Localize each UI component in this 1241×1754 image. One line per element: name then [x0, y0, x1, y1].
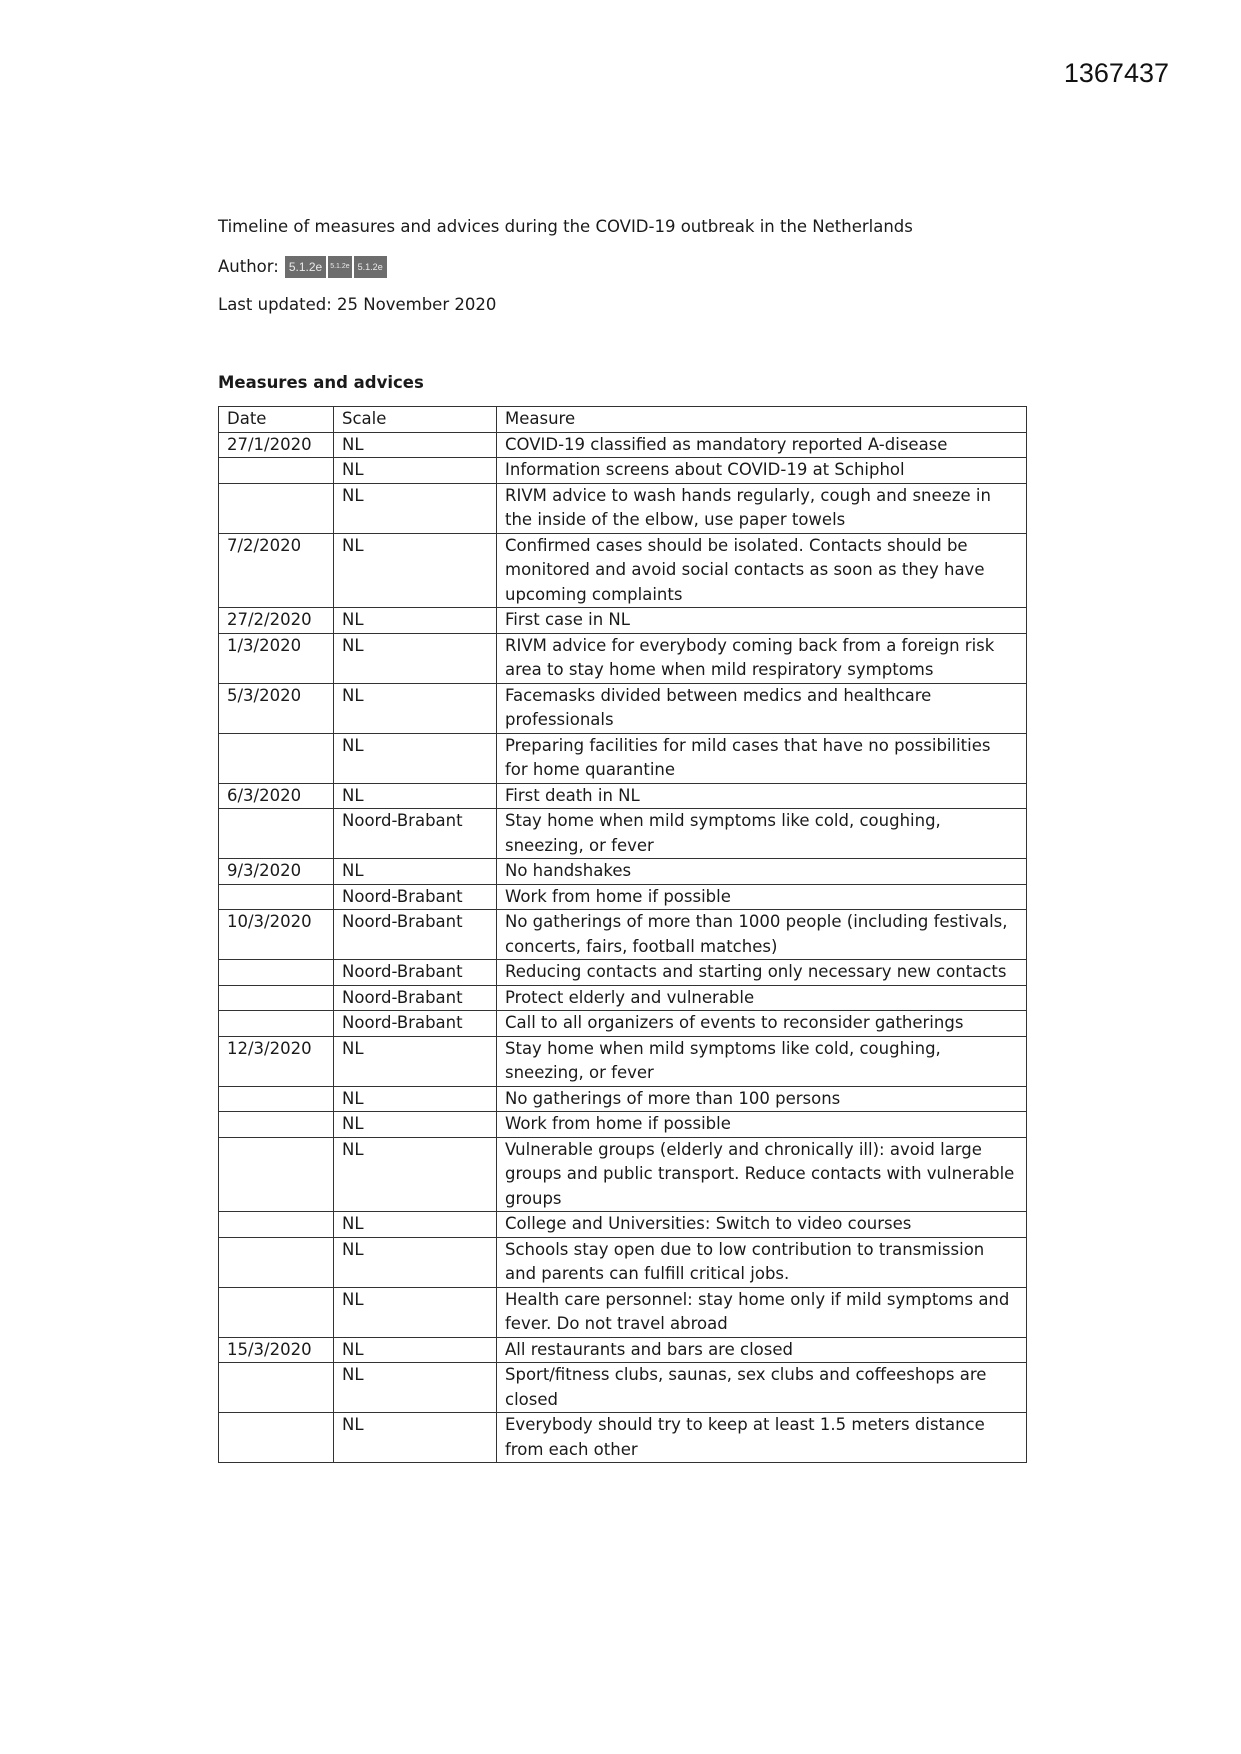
- date-cell: [219, 809, 334, 859]
- scale-cell: NL: [334, 1212, 497, 1238]
- scale-cell: NL: [334, 533, 497, 608]
- scale-cell: Noord-Brabant: [334, 960, 497, 986]
- date-cell: 10/3/2020: [219, 910, 334, 960]
- table-row: [219, 1086, 1027, 1112]
- measure-cell: All restaurants and bars are closed: [497, 1337, 1027, 1363]
- table-row: [219, 533, 1027, 608]
- scale-cell: NL: [334, 1086, 497, 1112]
- scale-cell: Noord-Brabant: [334, 884, 497, 910]
- redaction-box: 5.1.2e: [285, 256, 326, 278]
- scale-cell: NL: [334, 859, 497, 885]
- scale-cell: NL: [334, 1413, 497, 1463]
- scale-cell: NL: [334, 1137, 497, 1212]
- table-row: [219, 1112, 1027, 1138]
- measure-cell: Sport/fitness clubs, saunas, sex clubs and coffeeshops are closed: [497, 1363, 1027, 1413]
- measure-cell: Health care personnel: stay home only if mild symptoms and fever. Do not travel abroad: [497, 1287, 1027, 1337]
- measure-cell: Vulnerable groups (elderly and chronically ill): avoid large groups and public transport. Reduce contacts with vulnerable groups: [497, 1137, 1027, 1212]
- table-row: [219, 1212, 1027, 1238]
- table-row: [219, 1011, 1027, 1037]
- date-cell: [219, 458, 334, 484]
- measure-cell: Reducing contacts and starting only necessary new contacts: [497, 960, 1027, 986]
- section-heading: Measures and advices: [218, 373, 424, 392]
- measure-cell: Work from home if possible: [497, 884, 1027, 910]
- table-row: [219, 483, 1027, 533]
- measure-cell: Facemasks divided between medics and healthcare professionals: [497, 683, 1027, 733]
- measure-cell: First death in NL: [497, 783, 1027, 809]
- measure-cell: Call to all organizers of events to reconsider gatherings: [497, 1011, 1027, 1037]
- table-row: [219, 432, 1027, 458]
- date-cell: [219, 733, 334, 783]
- scale-cell: Noord-Brabant: [334, 1011, 497, 1037]
- table-row: [219, 1413, 1027, 1463]
- measure-cell: No gatherings of more than 100 persons: [497, 1086, 1027, 1112]
- scale-cell: NL: [334, 633, 497, 683]
- scale-cell: NL: [334, 1036, 497, 1086]
- scale-cell: NL: [334, 483, 497, 533]
- scale-cell: NL: [334, 432, 497, 458]
- date-cell: [219, 1237, 334, 1287]
- measure-cell: Schools stay open due to low contribution to transmission and parents can fulfill critical jobs.: [497, 1237, 1027, 1287]
- date-cell: [219, 1212, 334, 1238]
- measure-cell: Confirmed cases should be isolated. Contacts should be monitored and avoid social contacts as soon as they have upcoming complaints: [497, 533, 1027, 608]
- date-cell: 6/3/2020: [219, 783, 334, 809]
- table-row: [219, 1337, 1027, 1363]
- redaction-box: 5.1.2e: [354, 256, 387, 278]
- scale-cell: Noord-Brabant: [334, 809, 497, 859]
- measure-cell: Work from home if possible: [497, 1112, 1027, 1138]
- date-cell: [219, 1287, 334, 1337]
- scale-cell: NL: [334, 733, 497, 783]
- measure-cell: RIVM advice for everybody coming back from a foreign risk area to stay home when mild respiratory symptoms: [497, 633, 1027, 683]
- scale-cell: NL: [334, 683, 497, 733]
- scale-cell: Noord-Brabant: [334, 985, 497, 1011]
- date-cell: [219, 1011, 334, 1037]
- measure-cell: Stay home when mild symptoms like cold, coughing, sneezing, or fever: [497, 1036, 1027, 1086]
- table-row: [219, 1363, 1027, 1413]
- column-header-scale: Scale: [334, 407, 497, 433]
- date-cell: [219, 1363, 334, 1413]
- date-cell: [219, 483, 334, 533]
- redaction-box: 5.1.2e: [328, 256, 351, 278]
- table-row: [219, 733, 1027, 783]
- table-row: [219, 458, 1027, 484]
- table-row: [219, 1137, 1027, 1212]
- scale-cell: NL: [334, 1363, 497, 1413]
- document-id: 1367437: [1063, 58, 1169, 88]
- measures-table: [218, 406, 1027, 1463]
- measure-cell: RIVM advice to wash hands regularly, cough and sneeze in the inside of the elbow, use paper towels: [497, 483, 1027, 533]
- table-row: [219, 985, 1027, 1011]
- date-cell: [219, 960, 334, 986]
- table-row: [219, 809, 1027, 859]
- date-cell: 12/3/2020: [219, 1036, 334, 1086]
- date-cell: [219, 1112, 334, 1138]
- measure-cell: No gatherings of more than 1000 people (including festivals, concerts, fairs, football matches): [497, 910, 1027, 960]
- measure-cell: College and Universities: Switch to video courses: [497, 1212, 1027, 1238]
- date-cell: 27/2/2020: [219, 608, 334, 634]
- table-row: [219, 884, 1027, 910]
- date-cell: 15/3/2020: [219, 1337, 334, 1363]
- table-row: [219, 859, 1027, 885]
- measure-cell: Information screens about COVID-19 at Schiphol: [497, 458, 1027, 484]
- document-body: [218, 216, 1028, 1463]
- scale-cell: NL: [334, 1337, 497, 1363]
- column-header-date: Date: [219, 407, 334, 433]
- measure-cell: First case in NL: [497, 608, 1027, 634]
- scale-cell: NL: [334, 1112, 497, 1138]
- column-header-measure: Measure: [497, 407, 1027, 433]
- measure-cell: COVID-19 classified as mandatory reported A-disease: [497, 432, 1027, 458]
- table-row: [219, 960, 1027, 986]
- table-row: [219, 1036, 1027, 1086]
- table-row: [219, 783, 1027, 809]
- scale-cell: NL: [334, 783, 497, 809]
- table-row: [219, 1237, 1027, 1287]
- measure-cell: Protect elderly and vulnerable: [497, 985, 1027, 1011]
- scale-cell: NL: [334, 608, 497, 634]
- date-cell: [219, 1137, 334, 1212]
- date-cell: 9/3/2020: [219, 859, 334, 885]
- table-header-row: [219, 407, 1027, 433]
- document-title: Timeline of measures and advices during the COVID-19 outbreak in the Netherlands: [218, 217, 913, 236]
- table-row: [219, 1287, 1027, 1337]
- date-cell: 27/1/2020: [219, 432, 334, 458]
- measure-cell: No handshakes: [497, 859, 1027, 885]
- table-row: [219, 633, 1027, 683]
- date-cell: 7/2/2020: [219, 533, 334, 608]
- date-cell: [219, 1413, 334, 1463]
- last-updated: Last updated: 25 November 2020: [218, 295, 497, 314]
- measure-cell: Everybody should try to keep at least 1.5 meters distance from each other: [497, 1413, 1027, 1463]
- scale-cell: NL: [334, 1237, 497, 1287]
- date-cell: [219, 985, 334, 1011]
- date-cell: 5/3/2020: [219, 683, 334, 733]
- table-row: [219, 910, 1027, 960]
- date-cell: [219, 1086, 334, 1112]
- date-cell: [219, 884, 334, 910]
- table-row: [219, 683, 1027, 733]
- date-cell: 1/3/2020: [219, 633, 334, 683]
- author-line: [218, 254, 1028, 280]
- scale-cell: Noord-Brabant: [334, 910, 497, 960]
- author-label: Author:: [218, 257, 279, 276]
- scale-cell: NL: [334, 458, 497, 484]
- scale-cell: NL: [334, 1287, 497, 1337]
- table-row: [219, 608, 1027, 634]
- measure-cell: Stay home when mild symptoms like cold, coughing, sneezing, or fever: [497, 809, 1027, 859]
- measure-cell: Preparing facilities for mild cases that have no possibilities for home quarantine: [497, 733, 1027, 783]
